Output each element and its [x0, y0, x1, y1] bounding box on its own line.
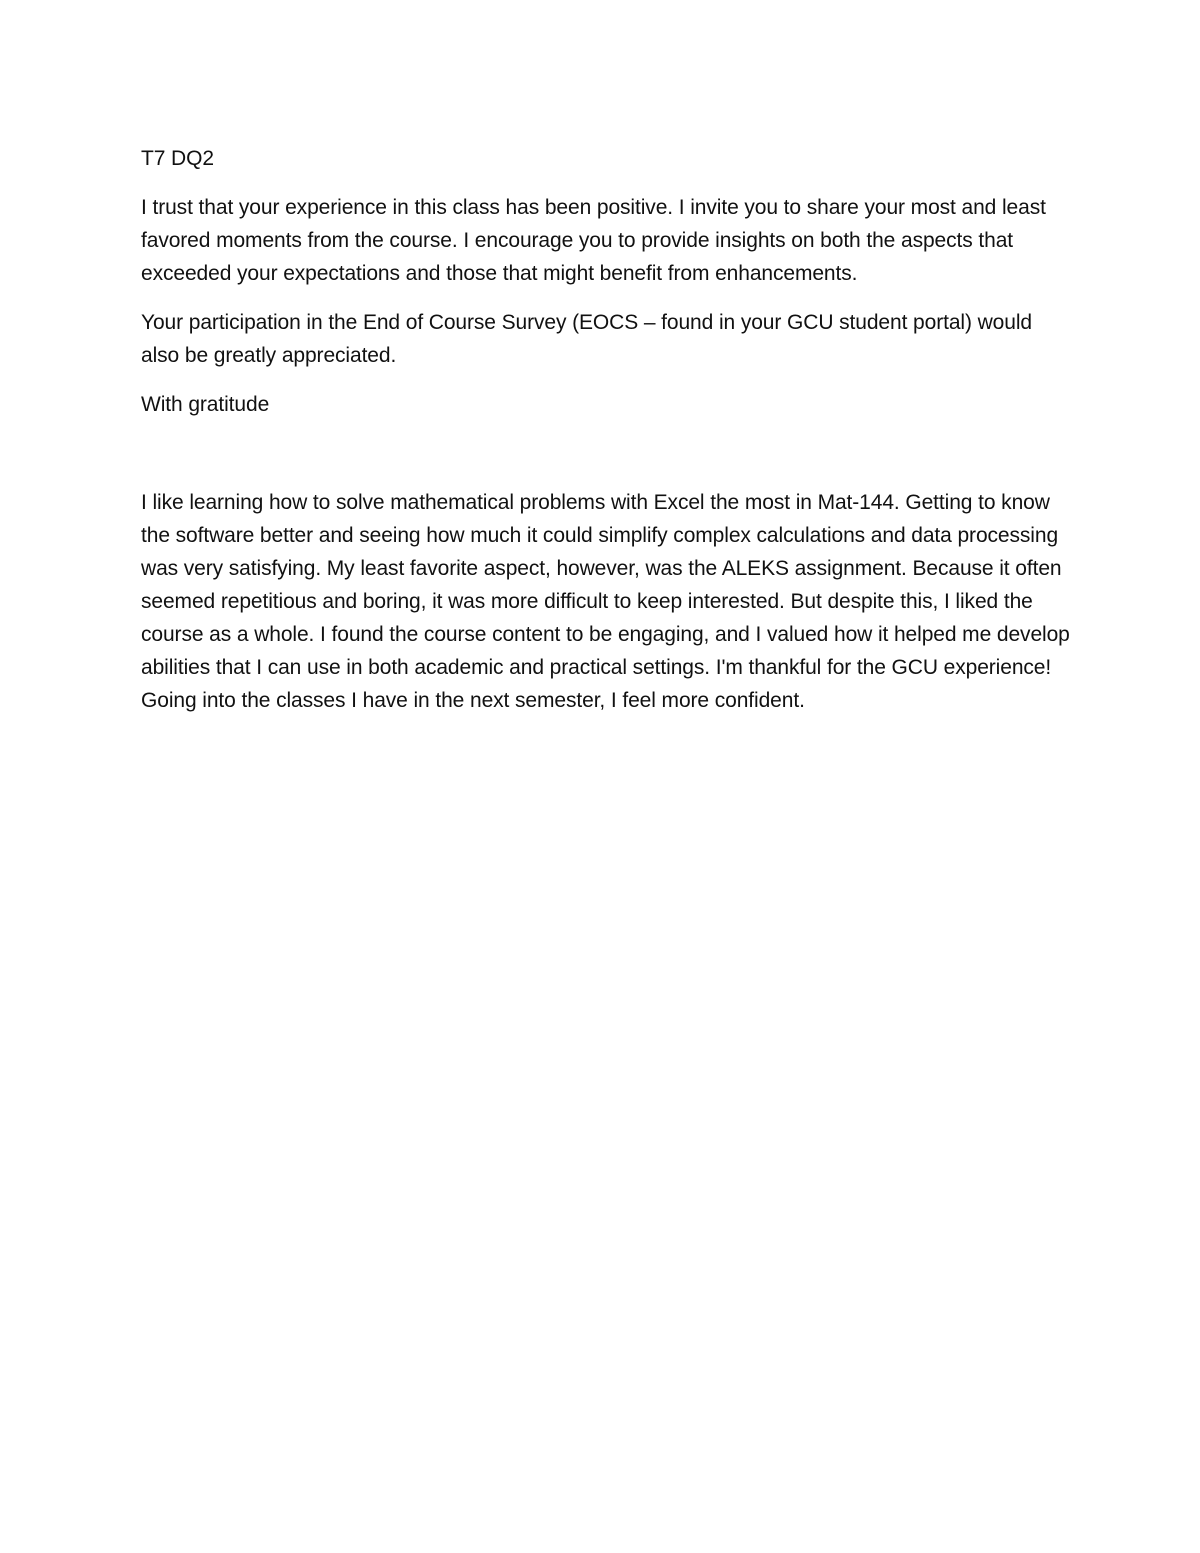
document-body [141, 142, 1071, 717]
prompt-paragraph-1: I trust that your experience in this class has been positive. I invite you to share your most and least favored moments from the course. I encourage you to provide insights on both the aspects that exceeded your expectations and those that might benefit from enhancements. [141, 196, 1046, 285]
signoff-text: With gratitude [141, 393, 270, 416]
prompt-paragraph-2: Your participation in the End of Course Survey (EOCS – found in your GCU student portal) would also be greatly appreciated. [141, 311, 1032, 367]
response-paragraph: I like learning how to solve mathematical problems with Excel the most in Mat-144. Getting to know the software better and seeing how much it could simplify complex calculations and data processing was very satisfying. My least favorite aspect, however, was the ALEKS assignment. Because it often seemed repetitious and boring, it was more difficult to keep interested. But despite this, I liked the course as a whole. I found the course content to be engaging, and I valued how it helped me develop abilities that I can use in both academic and practical settings. I'm thankful for the GCU experience! Going into the classes I have in the next semester, I feel more confident. [141, 491, 1070, 712]
document-title: T7 DQ2 [141, 147, 214, 170]
